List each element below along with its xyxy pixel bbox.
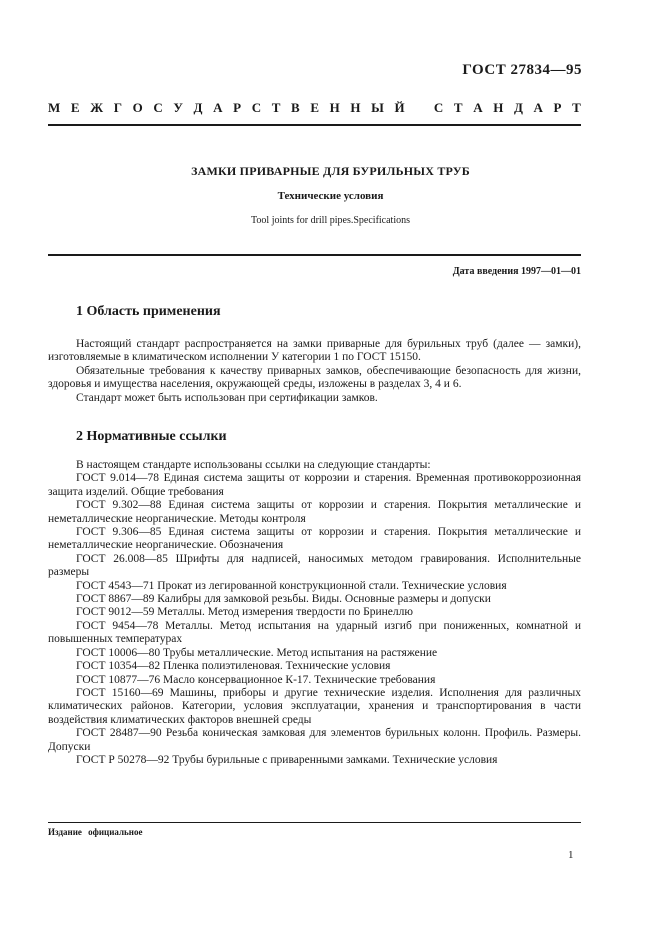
edition-label: Издание официальное <box>48 827 143 837</box>
document-subtitle: Технические условия <box>277 190 384 202</box>
heading-letter: С <box>251 100 262 115</box>
heading-letter: Г <box>113 100 122 115</box>
interstate-standard-heading <box>48 100 581 116</box>
document-title: ЗАМКИ ПРИВАРНЫЕ ДЛЯ БУРИЛЬНЫХ ТРУБ <box>191 164 470 178</box>
heading-letter: А <box>473 100 483 115</box>
heading-letter: О <box>132 100 143 115</box>
section-1-heading: 1 Область применения <box>76 304 221 319</box>
heading-letter: Т <box>271 100 281 115</box>
heading-letter: Е <box>310 100 319 115</box>
section-1-paragraph: Обязательные требования к качеству приварных замков, обеспечивающие безопасность для жизни, здоровья и имущества населения, окружающей среды, изложены в разделах 3, 4 и 6. <box>48 364 581 391</box>
reference-item: ГОСТ 10877—76 Масло консервационное К-17. Технические требования <box>76 673 436 686</box>
section-2-heading: 2 Нормативные ссылки <box>76 429 227 444</box>
heading-letter: Д <box>513 100 523 115</box>
section-2-body <box>48 459 581 767</box>
reference-item: ГОСТ 9012—59 Металлы. Метод измерения твердости по Бринеллю <box>76 606 413 619</box>
heading-letter: У <box>173 100 183 115</box>
reference-item: ГОСТ 9.302—88 Единая система защиты от коррозии и старения. Покрытия металлические и неметаллические неорганические. Методы контроля <box>48 499 581 525</box>
reference-item: ГОСТ 10354—82 Пленка полиэтиленовая. Технические условия <box>76 660 391 673</box>
heading-letter: С <box>433 100 444 115</box>
heading-letter: В <box>291 100 300 115</box>
reference-item: ГОСТ 9.014—78 Единая система защиты от коррозии и старения. Временная противокоррозионная защита изделий. Общие требования <box>48 472 581 498</box>
heading-letter: Р <box>553 100 562 115</box>
heading-letter: Н <box>329 100 340 115</box>
reference-item: ГОСТ 26.008—85 Шрифты для надписей, наносимых методом гравирования. Исполнительные размеры <box>48 552 581 579</box>
introduction-date: Дата введения 1997—01—01 <box>452 266 581 277</box>
heading-letter: Ы <box>371 100 384 115</box>
section-1-paragraph: Стандарт может быть использован при сертификации замков. <box>76 391 378 404</box>
heading-letter: А <box>213 100 223 115</box>
english-title: Tool joints for drill pipes.Specifications <box>251 215 410 226</box>
heading-word-gap <box>415 100 423 116</box>
heading-letter: Н <box>350 100 361 115</box>
heading-letter: Н <box>493 100 504 115</box>
heading-letter: С <box>153 100 163 115</box>
top-divider <box>48 124 581 126</box>
heading-letter: Д <box>193 100 203 115</box>
footer-divider <box>48 822 581 823</box>
heading-letter: Ж <box>90 100 104 115</box>
reference-item: ГОСТ 15160—69 Машины, приборы и другие технические изделия. Исполнения для различных климатических районов. Категории, условия эксплуатации, хранения и транспортирования в части воздействия климатических факторов внешней среды <box>48 686 581 726</box>
reference-item: ГОСТ 4543—71 Прокат из легированной конструкционной стали. Технические условия <box>76 579 507 592</box>
reference-item: ГОСТ 28487—90 Резьба коническая замковая для элементов бурильных колонн. Профиль. Размеры. Допуски <box>48 727 581 753</box>
heading-letter: Е <box>70 100 80 115</box>
heading-letter: Т <box>572 100 581 115</box>
section-1-body <box>48 338 581 405</box>
reference-item: ГОСТ Р 50278—92 Трубы бурильные с приваренными замками. Технические условия <box>76 753 498 766</box>
reference-item: ГОСТ 9.306—85 Единая система защиты от коррозии и старения. Покрытия металлические и неметаллические неорганические. Обозначения <box>48 526 581 552</box>
reference-item: ГОСТ 8867—89 Калибры для замковой резьбы. Виды. Основные размеры и допуски <box>76 593 491 606</box>
heading-letter: Т <box>453 100 463 115</box>
page-number: 1 <box>568 849 574 861</box>
standard-number: ГОСТ 27834—95 <box>462 62 582 78</box>
title-divider <box>48 254 581 256</box>
section-1-paragraph: Настоящий стандарт распространяется на замки приварные для бурильных труб (далее — замки), изготовляемые в климатическом исполнении У категории 1 по ГОСТ 15150. <box>48 338 581 364</box>
heading-letter: А <box>533 100 543 115</box>
heading-letter: Р <box>233 100 242 115</box>
heading-letter: Й <box>394 100 405 115</box>
section-2-intro: В настоящем стандарте использованы ссылки на следующие стандарты: <box>76 459 431 471</box>
reference-item: ГОСТ 10006—80 Трубы металлические. Метод испытания на растяжение <box>76 646 438 659</box>
heading-letter: М <box>48 100 61 115</box>
reference-item: ГОСТ 9454—78 Металлы. Метод испытания на ударный изгиб при пониженных, комнатной и повышенных температурах <box>48 619 581 646</box>
